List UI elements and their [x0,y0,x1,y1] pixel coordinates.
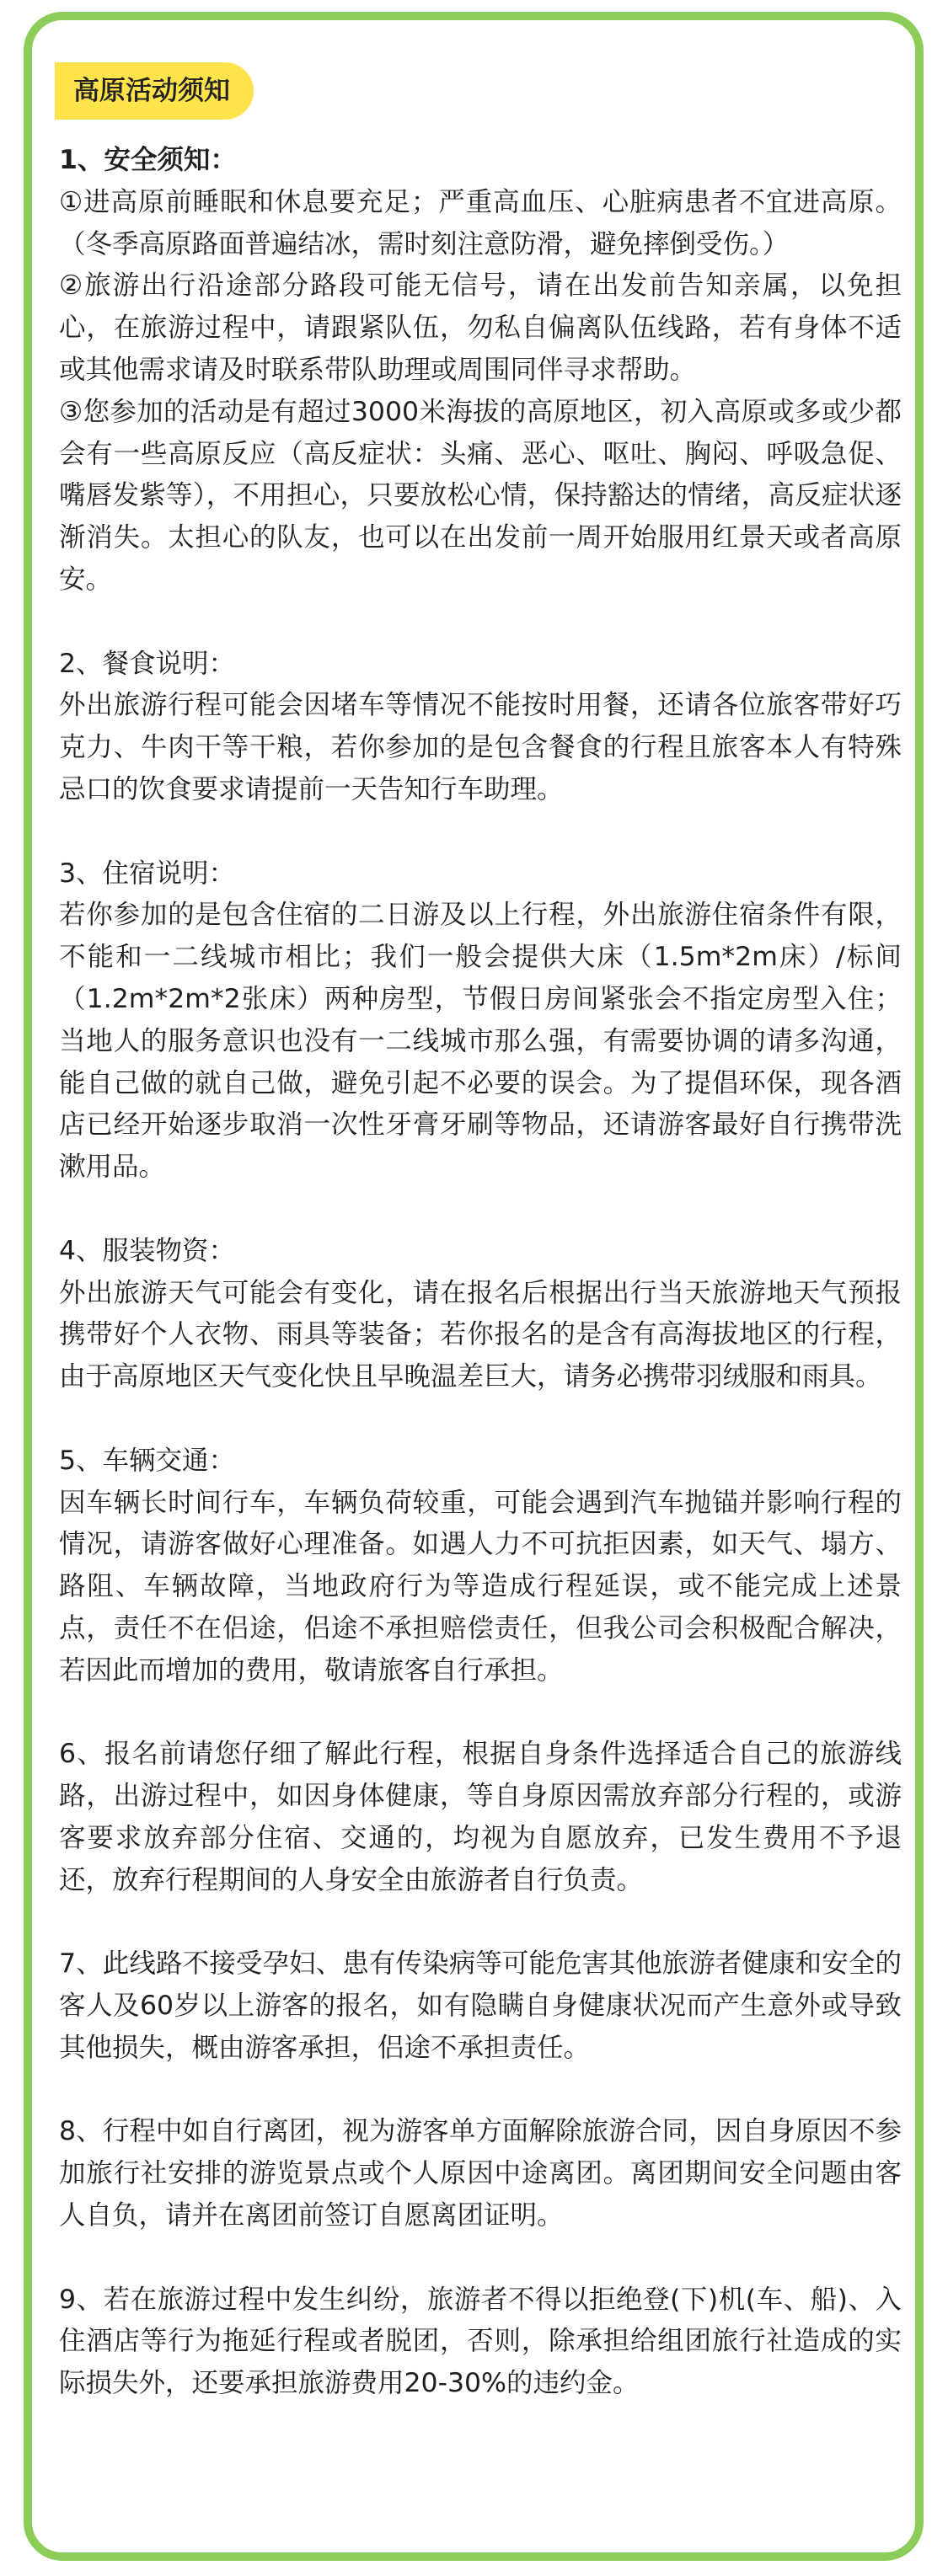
section-paragraph: ①进高原前睡眠和休息要充足；严重高血压、心脏病患者不宜进高原。（冬季高原路面普遍结冰，需时刻注意防滑，避免摔倒受伤。） [59,186,902,259]
section-paragraph: 9、若在旅游过程中发生纠纷，旅游者不得以拒绝登(下)机(车、船)、入住酒店等行为拖延行程或者脱团，否则，除承担给组团旅行社造成的实际损失外，还要承担旅游费用20-30%的违约金。 [59,2284,902,2399]
section-title: 4、服装物资： [59,1235,236,1266]
section-title: 5、车辆交通： [59,1445,236,1476]
section-meals [59,644,902,811]
section-restrictions [59,1943,902,2069]
section-gap [59,1692,902,1734]
section-paragraph: 因车辆长时间行车，车辆负荷较重，可能会遇到汽车抛锚并影响行程的情况，请游客做好心理准备。如遇人力不可抗拒因素，如天气、塌方、路阻、车辆故障，当地政府行为等造成行程延误，或不能完成上述景点，责任不在侣途，侣途不承担赔偿责任，但我公司会积极配合解决，若因此而增加的费用，敬请旅客自行承担。 [59,1487,902,1686]
section-paragraph: 外出旅游行程可能会因堵车等情况不能按时用餐，还请各位旅客带好巧克力、牛肉干等干粮，若你参加的是包含餐食的行程且旅客本人有特殊忌口的饮食要求请提前一天告知行车助理。 [59,690,902,804]
section-gap [59,1398,902,1440]
section-paragraph: ②旅游出行沿途部分路段可能无信号，请在出发前告知亲属，以免担心，在旅游过程中，请跟紧队伍，勿私自偏离队伍线路，若有身体不适或其他需求请及时联系带队助理或周围同伴寻求帮助。 [59,270,902,385]
section-gap [59,1189,902,1231]
section-gap [59,2070,902,2112]
section-gap [59,601,902,644]
section-title: 2、餐食说明： [59,648,236,679]
notice-content [59,140,902,2405]
section-paragraph: 若你参加的是包含住宿的二日游及以上行程，外出旅游住宿条件有限，不能和一二线城市相比；我们一般会提供大床（1.5m*2m床）/标间（1.2m*2m*2张床）两种房型，节假日房间紧张会不指定房型入住；当地人的服务意识也没有一二线城市那么强，有需要协调的请多沟通，能自己做的就自己做，避免引起不必要的误会。为了提倡环保，现各酒店已经开始逐步取消一次性牙膏牙刷等物品，还请游客最好自行携带洗漱用品。 [59,900,902,1183]
section-safety [59,140,902,601]
notice-card [24,12,924,2561]
section-leaving-group [59,2111,902,2237]
notice-title-tag: 高原活动须知 [55,62,254,120]
section-paragraph: 7、此线路不接受孕妇、患有传染病等可能危害其他旅游者健康和安全的客人及60岁以上游客的报名，如有隐瞒自身健康状况而产生意外或导致其他损失，概由游客承担，侣途不承担责任。 [59,1948,902,2063]
section-transport [59,1440,902,1692]
section-paragraph: 6、报名前请您仔细了解此行程，根据自身条件选择适合自己的旅游线路，出游过程中，如因身体健康，等自身原因需放弃部分行程的，或游客要求放弃部分住宿、交通的，均视为自愿放弃，已发生费用不予退还，放弃行程期间的人身安全由旅游者自行负责。 [59,1739,902,1895]
section-clothing [59,1231,902,1398]
section-disputes [59,2279,902,2405]
section-title: 1、安全须知： [59,145,237,175]
section-gap [59,2237,902,2279]
section-paragraph: 外出旅游天气可能会有变化，请在报名后根据出行当天旅游地天气预报携带好个人衣物、雨具等装备；若你报名的是含有高海拔地区的行程，由于高原地区天气变化快且早晚温差巨大，请务必携带羽绒服和雨具。 [59,1277,902,1392]
section-paragraph: 8、行程中如自行离团，视为游客单方面解除旅游合同，因自身原因不参加旅行社安排的游览景点或个人原因中途离团。离团期间安全问题由客人自负，请并在离团前签订自愿离团证明。 [59,2116,902,2231]
section-gap [59,811,902,853]
section-title: 3、住宿说明： [59,858,236,889]
section-gap [59,1901,902,1943]
section-paragraph: ③您参加的活动是有超过3000米海拔的高原地区，初入高原或多或少都会有一些高原反应（高反症状：头痛、恶心、呕吐、胸闷、呼吸急促、嘴唇发紫等），不用担心，只要放松心情，保持豁达的情绪，高反症状逐渐消失。太担心的队友，也可以在出发前一周开始服用红景天或者高原安。 [59,396,902,595]
section-registration [59,1734,902,1901]
section-lodging [59,853,902,1189]
